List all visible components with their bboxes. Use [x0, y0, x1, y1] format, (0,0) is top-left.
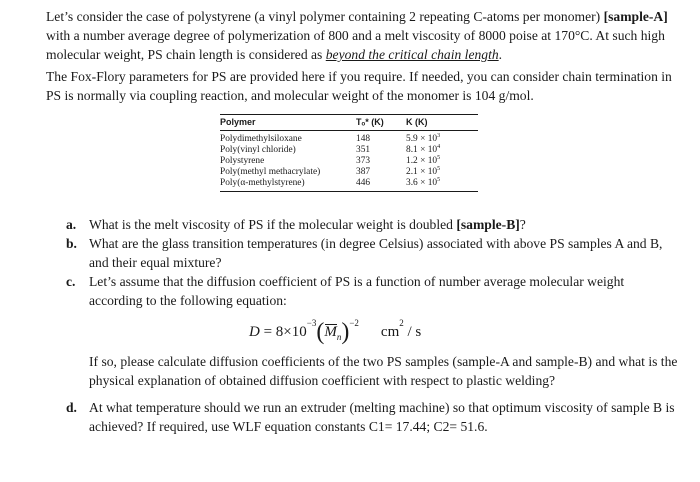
question-a-end: ? — [519, 217, 526, 232]
intro-paragraph — [46, 7, 676, 64]
equation-variable-subscript: n — [336, 332, 342, 342]
question-b — [66, 234, 676, 272]
question-b-label: b. — [66, 236, 77, 251]
equation-variable: M — [324, 324, 337, 340]
question-b-text: What are the glass transition temperatures (in degree Celsius) associated with above PS samples A and B, and their equal mixture? — [89, 236, 663, 270]
question-d — [66, 398, 676, 436]
cell-k — [406, 131, 478, 146]
header-polymer: Polymer — [220, 115, 354, 131]
cell-polymer: Poly(α-methylstyrene) — [220, 178, 354, 192]
equation-open-paren: ( — [316, 319, 325, 345]
equation-units-tail: / s — [403, 324, 422, 340]
header-tg: Tₒ* (K) — [354, 115, 406, 131]
equation-lhs: D — [249, 324, 260, 340]
cell-k-exponent: 5 — [437, 176, 441, 183]
cell-polymer: Polystyrene — [220, 156, 265, 166]
cell-k-mantissa: 2.1 × 10 — [406, 167, 438, 177]
equation-close-paren: ) — [341, 319, 350, 345]
cell-tg: 148 — [356, 134, 371, 144]
cell-k-mantissa: 3.6 × 10 — [406, 178, 438, 188]
equation-units: cm — [380, 324, 400, 340]
cell-k-exponent: 5 — [437, 165, 441, 172]
cell-tg: 387 — [356, 167, 371, 177]
intro-end: . — [498, 47, 503, 62]
question-a-label: a. — [66, 217, 77, 232]
question-a-text: What is the melt viscosity of PS if the molecular weight is doubled — [89, 217, 457, 232]
equation-variable-exponent: −2 — [349, 318, 359, 328]
sample-a-tag: [sample-A] — [603, 9, 668, 24]
question-d-label: d. — [66, 400, 77, 415]
equation-coefficient: = 8×10 — [259, 324, 307, 340]
cell-k-exponent: 4 — [437, 143, 441, 150]
cell-k — [406, 156, 478, 167]
header-k: K (K) — [406, 115, 478, 131]
question-list-abc — [66, 215, 676, 310]
fox-flory-paragraph: The Fox-Flory parameters for PS are provided here if you require. If needed, you can consider chain termination in PS is normally via coupling reaction, and molecular weight of the monomer is 104 g/mol. — [46, 69, 672, 103]
cell-k — [406, 145, 478, 156]
intro-middle: with a number average degree of polymerization of 800 and a melt viscosity of 8000 poise at 170°C. At such high molecular weight, PS chain length is considered as — [46, 28, 665, 62]
table-header-row — [220, 115, 478, 131]
equation-units-exponent: 2 — [399, 318, 404, 328]
cell-k-mantissa: 5.9 × 10 — [406, 134, 438, 144]
cell-polymer: Poly(vinyl chloride) — [220, 145, 296, 155]
cell-k-exponent: 5 — [437, 154, 441, 161]
fox-flory-table — [220, 114, 478, 192]
cell-polymer: Poly(methyl methacrylate) — [220, 167, 321, 177]
table-row — [220, 178, 478, 192]
cell-tg: 446 — [354, 178, 406, 192]
cell-tg: 351 — [356, 145, 371, 155]
cell-tg: 373 — [356, 156, 371, 166]
table-row — [220, 131, 478, 146]
question-list-d — [66, 398, 676, 436]
intro-lead: Let’s consider the case of polystyrene (a vinyl polymer containing 2 repeating C-atoms per monomer) — [46, 9, 601, 24]
question-c-text: Let’s assume that the diffusion coefficient of PS is a function of number average molecular weight according to the following equation: — [89, 274, 625, 308]
cell-k-mantissa: 8.1 × 10 — [406, 145, 438, 155]
cell-k-mantissa: 1.2 × 10 — [406, 156, 438, 166]
cell-k-exponent: 3 — [437, 132, 441, 139]
critical-chain-length-underline: beyond the critical chain length — [325, 47, 499, 62]
question-a — [66, 215, 676, 234]
cell-k — [406, 178, 478, 192]
diffusion-equation — [249, 314, 421, 347]
followup-paragraph: If so, please calculate diffusion coefficients of the two PS samples (sample-A and sample-B) and what is the physical explanation of obtained diffusion coefficient with respect to plastic welding? — [89, 354, 678, 388]
cell-k — [406, 167, 478, 178]
question-c-label: c. — [66, 274, 76, 289]
equation-coefficient-exponent: −3 — [306, 318, 317, 328]
sample-b-tag: [sample-B] — [456, 217, 520, 232]
cell-polymer: Polydimethylsiloxane — [220, 134, 302, 144]
question-c — [66, 272, 676, 310]
question-d-text: At what temperature should we run an extruder (melting machine) so that optimum viscosity of sample B is achieved? If required, use WLF equation constants C1= 17.44; C2= 51.6. — [89, 400, 675, 434]
